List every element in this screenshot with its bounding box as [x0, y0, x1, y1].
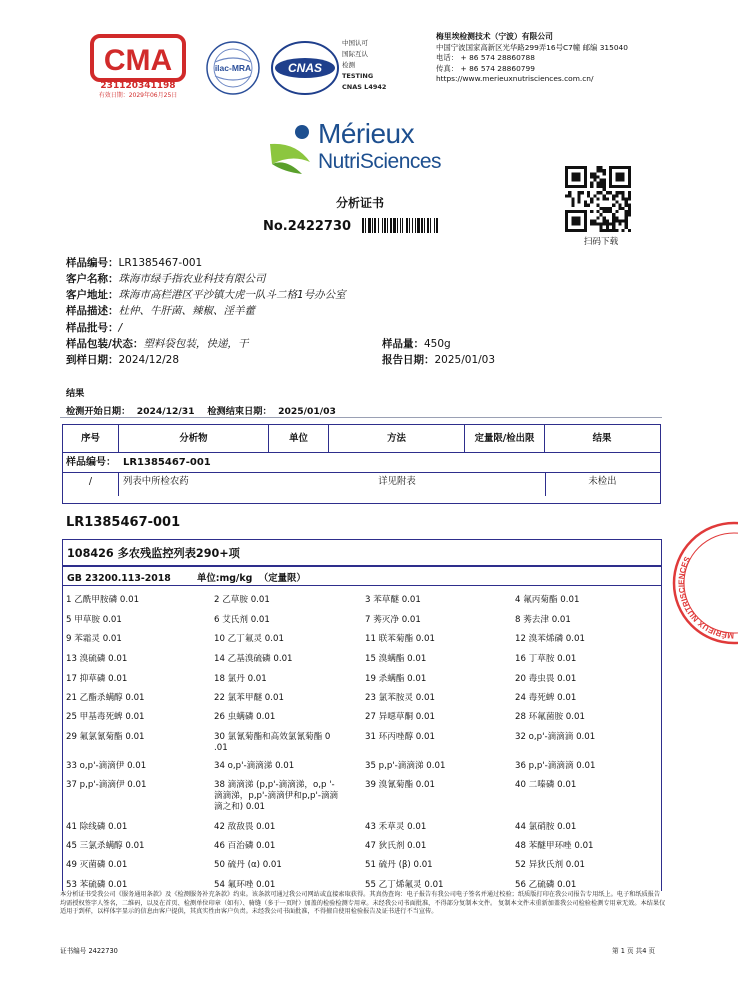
pesticide-item: 14 乙基溴硫磷 0.01 [214, 654, 293, 664]
cnas-line: TESTING [342, 72, 374, 80]
pesticide-item: 31 环丙唑醇 0.01 [365, 732, 435, 742]
pesticide-item: 56 乙硫磷 0.01 [515, 880, 577, 890]
pesticide-item: 47 狄氏剂 0.01 [365, 841, 427, 851]
pesticide-item: 10 乙丁氟灵 0.01 [214, 634, 284, 644]
pesticide-item: 33 o,p'-滴滴伊 0.01 [66, 761, 147, 771]
arrival-date-value: 2024/12/28 [118, 354, 180, 366]
sample-batch-label: 样品批号： [66, 322, 119, 334]
sample-qty-row [382, 336, 451, 352]
pesticide-item: 23 氯苯胺灵 0.01 [365, 693, 435, 703]
pesticide-item: 34 o,p'-滴滴涕 0.01 [214, 761, 295, 771]
pesticide-item: 11 联苯菊酯 0.01 [365, 634, 435, 644]
pesticide-item: 20 毒虫畏 0.01 [515, 674, 577, 684]
pesticide-item: 42 敌敌畏 0.01 [214, 822, 276, 832]
sample-number-label: 样品编号： [66, 257, 119, 269]
pesticide-item: 52 异狄氏剂 0.01 [515, 860, 585, 870]
lab-info [436, 32, 628, 85]
sample-batch-value: / [118, 322, 123, 334]
col-header-method: 方法 [329, 425, 465, 452]
pesticide-item: 7 莠灭净 0.01 [365, 615, 421, 625]
cell-analyte: 列表中所检农药 [123, 476, 189, 487]
results-sample-row: 样品编号： LR1385467-001 [63, 453, 660, 473]
qr-code[interactable] [565, 166, 631, 232]
pesticide-list-standard: GB 23200.113-2018 单位:mg/kg （定量限） [67, 573, 306, 584]
pesticide-item: 55 乙丁烯氟灵 0.01 [365, 880, 444, 890]
brand-name-line1: Mérieux [318, 118, 415, 149]
sample-number-row [66, 255, 202, 271]
client-address-row [66, 287, 346, 303]
divider [63, 585, 661, 586]
merieux-logo-mark [266, 122, 316, 178]
pesticide-item: 40 二嗪磷 0.01 [515, 780, 577, 790]
divider [60, 417, 662, 418]
sample-batch-row [66, 320, 122, 336]
sample-qty-value: 450g [424, 338, 451, 350]
cnas-line: 国际互认 [342, 50, 368, 58]
pesticide-item: 50 硫丹 (α) 0.01 [214, 860, 282, 870]
sample-desc-value: 杜仲、牛肝菌、辣椒、淫羊藿 [118, 305, 255, 317]
pesticide-item: 25 甲基毒死蜱 0.01 [66, 712, 145, 722]
pesticide-item: 30 氯氰菊酯和高效氯氰菊酯 0 .01 [214, 732, 331, 753]
pesticide-item: 22 氯苯甲醚 0.01 [214, 693, 284, 703]
cnas-line: 检测 [342, 61, 355, 69]
disclaimer-text: 本分析证书受我公司《服务通用条款》及《检测服务补充条款》约束。该条款可通过我公司网站或直接索取获得。其真伪查询：电子报告有我公司电子签名并通过校验；纸质版打印在我公司报告专用纸上。电子和纸质报告均需授权签字人签名，二维码，以及在首页、检测单位印章（如有）、骑缝（多于一页时）加盖的检验检测专用章。未经我公司书面批准，不得部分复制本文件。 复制本文件未重新加盖我公司检验检测专用章无效。本结果仅适用于到样，以样体字显示的信息由客户提供，其真实性由客户负责。未经我公司书面批准，不得擅自使用检验报告及证书进行不当宣传。 [60, 891, 666, 916]
pesticide-item: 37 p,p'-滴滴伊 0.01 [66, 780, 147, 790]
pesticide-item: 49 灭菌磷 0.01 [66, 860, 128, 870]
pesticide-item: 17 抑草磷 0.01 [66, 674, 128, 684]
pesticide-list-box [62, 539, 662, 891]
pesticide-item: 29 氟氯氰菊酯 0.01 [66, 732, 145, 742]
qr-download-label: 扫码下载 [583, 237, 619, 247]
cnas-accreditation [342, 38, 386, 93]
pesticide-item: 3 苯草醚 0.01 [365, 595, 421, 605]
results-table-header [63, 425, 660, 453]
footer-page-number: 第 1 页 共4 页 [612, 947, 656, 955]
multi-sample-number: LR1385467-001 [66, 515, 181, 530]
arrival-date-label: 到样日期： [66, 354, 119, 366]
report-date-row [382, 352, 495, 368]
client-name-label: 客户名称： [66, 273, 119, 285]
pesticide-list-title: 108426 多农残监控列表290+项 [67, 547, 240, 560]
divider [63, 565, 661, 567]
cell-seq: / [63, 473, 119, 496]
pesticide-item: 12 溴苯烯磷 0.01 [515, 634, 585, 644]
pesticide-item: 2 乙草胺 0.01 [214, 595, 270, 605]
results-heading: 结果 [66, 388, 85, 399]
cma-logo-text: CMA [103, 44, 173, 77]
pesticide-item: 8 莠去津 0.01 [515, 615, 571, 625]
col-header-analyte: 分析物 [119, 425, 269, 452]
ilac-logo-text: ilac-MRA [214, 63, 252, 73]
pesticide-item: 32 o,p'-滴滴滴 0.01 [515, 732, 596, 742]
pesticide-item: 38 滴滴涕 (p,p'-滴滴涕，o,p '-滴滴涕，p,p'-滴滴伊和p,p'-滴滴滴之和) 0.01 [214, 780, 339, 812]
sample-desc-label: 样品描述： [66, 305, 119, 317]
col-header-unit: 单位 [269, 425, 329, 452]
pesticide-item: 45 三氯杀螨醇 0.01 [66, 841, 145, 851]
cnas-logo-text: CNAS [287, 61, 323, 75]
pesticide-item: 35 p,p'-滴滴涕 0.01 [365, 761, 446, 771]
sample-pack-label: 样品包装/状态： [66, 338, 144, 350]
company-seal [668, 518, 738, 648]
sample-desc-row [66, 303, 255, 319]
client-name-value: 珠海市绿手指农业科技有限公司 [118, 273, 266, 285]
document-number: No.2422730 [263, 219, 352, 234]
lab-url[interactable]: https://www.merieuxnutrisciences.com.cn/ [436, 74, 594, 83]
client-name-row [66, 271, 266, 287]
ilac-mra-logo [205, 40, 261, 96]
pesticide-item: 43 禾草灵 0.01 [365, 822, 427, 832]
pesticide-item: 26 虫螨磷 0.01 [214, 712, 276, 722]
report-date-label: 报告日期： [382, 354, 435, 366]
barcode [362, 218, 462, 233]
lab-tel: 电话： + 86 574 28860788 [436, 53, 535, 62]
lab-name: 梅里埃检测技术（宁波）有限公司 [436, 32, 553, 41]
pesticide-item: 15 溴螨酯 0.01 [365, 654, 427, 664]
pesticide-item: 28 环氟菌胺 0.01 [515, 712, 585, 722]
report-date-value: 2025/01/03 [434, 354, 496, 366]
pesticide-item: 27 异噁草酮 0.01 [365, 712, 435, 722]
cma-valid-date: 有效日期：2029年06月25日 [98, 92, 178, 99]
pesticide-item: 53 苯硫磷 0.01 [66, 880, 128, 890]
pesticide-item: 18 氯丹 0.01 [214, 674, 267, 684]
pesticide-item: 48 苯醚甲环唑 0.01 [515, 841, 594, 851]
col-header-result: 结果 [592, 433, 612, 444]
cell-method: 详见附表 [378, 476, 416, 487]
svg-text:MÉRIEUX NUTRISCIENCES [677, 555, 734, 640]
cma-cert [90, 82, 186, 100]
pesticide-item: 44 氯硝胺 0.01 [515, 822, 577, 832]
pesticide-item: 1 乙酰甲胺磷 0.01 [66, 595, 140, 605]
pesticide-item: 13 溴硫磷 0.01 [66, 654, 128, 664]
sample-pack-value: 塑料袋包装，快递，干 [143, 338, 249, 350]
pesticide-item: 21 乙酯杀螨醇 0.01 [66, 693, 145, 703]
pesticide-item: 46 百治磷 0.01 [214, 841, 276, 851]
seal-text: MÉRIEUX NUTRISCIENCES [676, 555, 735, 641]
pesticide-item: 39 溴氰菊酯 0.01 [365, 780, 435, 790]
col-header-seq: 序号 [63, 425, 119, 452]
footer-cert-number: 证书编号 2422730 [60, 947, 118, 955]
pesticide-item: 9 苯霜灵 0.01 [66, 634, 122, 644]
pesticide-item: 54 氟环唑 0.01 [214, 880, 276, 890]
col-header-loq: 定量限/检出限 [465, 425, 545, 452]
cnas-line: CNAS L4942 [342, 83, 387, 91]
sample-qty-label: 样品量： [382, 338, 424, 350]
pesticide-item: 19 杀螨酯 0.01 [365, 674, 427, 684]
sample-pack-row [66, 336, 248, 352]
client-address-label: 客户地址： [66, 289, 119, 301]
cell-result: 未检出 [545, 473, 659, 496]
pesticide-item: 4 氟丙菊酯 0.01 [515, 595, 580, 605]
pesticide-item: 41 除线磷 0.01 [66, 822, 128, 832]
cma-cert-number: 231120341198 [100, 81, 176, 91]
sample-number-value: LR1385467-001 [118, 257, 203, 269]
pesticide-item: 6 艾氏剂 0.01 [214, 615, 270, 625]
client-address-value: 珠海市高栏港区平沙镇大虎一队斗二格1号办公室 [118, 289, 346, 301]
pesticide-item: 36 p,p'-滴滴滴 0.01 [515, 761, 596, 771]
cnas-logo [270, 40, 340, 96]
pesticide-item: 5 甲草胺 0.01 [66, 615, 122, 625]
document-title: 分析证书 [335, 196, 384, 210]
test-dates: 检测开始日期： 2024/12/31 检测结束日期： 2025/01/03 [66, 406, 336, 417]
brand-name-line2: NutriSciences [318, 150, 442, 173]
pesticide-item: 24 毒死蜱 0.01 [515, 693, 577, 703]
pesticide-item: 51 硫丹 (β) 0.01 [365, 860, 433, 870]
cnas-line: 中国认可 [342, 39, 368, 47]
results-table [62, 424, 661, 504]
lab-address: 中国宁波国家高新区光华路299弄16号C7幢 邮编 315040 [436, 42, 628, 52]
arrival-date-row [66, 352, 179, 368]
pesticide-item: 16 丁草胺 0.01 [515, 654, 577, 664]
lab-fax: 传真： + 86 574 28860799 [436, 63, 535, 73]
